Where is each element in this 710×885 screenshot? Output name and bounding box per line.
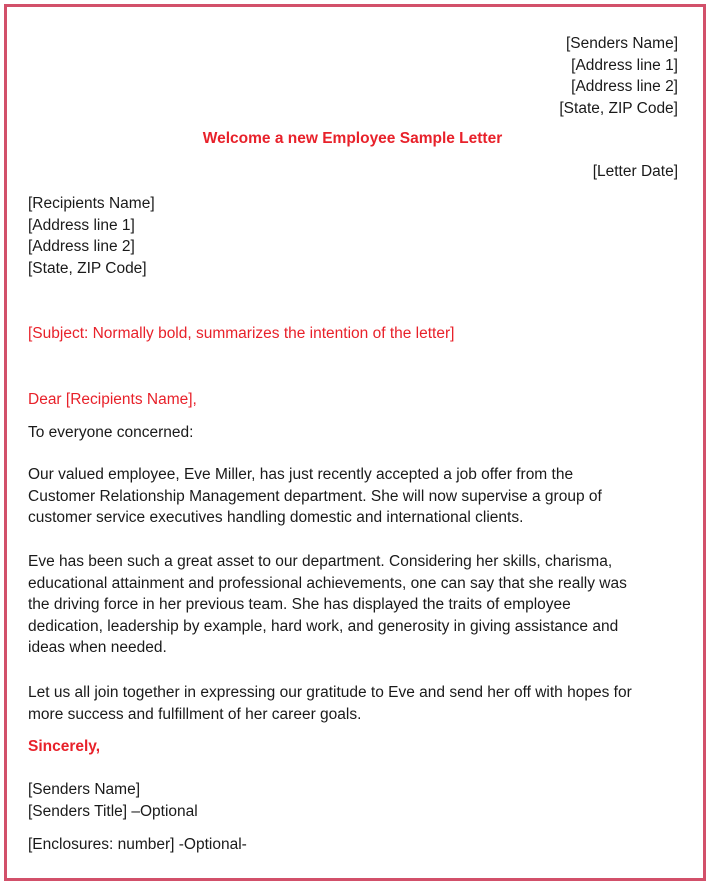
paragraph-line: Customer Relationship Management department. She will now supervise a group of bbox=[28, 487, 602, 505]
sender-state-zip: [State, ZIP Code] bbox=[559, 99, 678, 117]
sender-name: [Senders Name] bbox=[566, 35, 678, 52]
letter-date: [Letter Date] bbox=[592, 163, 678, 180]
subject-line: [Subject: Normally bold, summarizes the intention of the letter] bbox=[28, 325, 455, 342]
body-paragraph-2 bbox=[28, 551, 688, 659]
sender-address-block bbox=[559, 33, 678, 119]
body-paragraph-3 bbox=[28, 682, 688, 725]
paragraph-line: educational attainment and professional achievements, one can say that she really was bbox=[28, 574, 627, 592]
paragraph-line: Eve has been such a great asset to our department. Considering her skills, charisma, bbox=[28, 553, 613, 570]
body-paragraph-1 bbox=[28, 464, 688, 529]
letter-title: Welcome a new Employee Sample Letter bbox=[202, 130, 503, 147]
closing: Sincerely, bbox=[28, 738, 101, 755]
paragraph-line: the driving force in her previous team. She has displayed the traits of employee bbox=[28, 596, 571, 613]
greeting-line: To everyone concerned: bbox=[28, 424, 194, 441]
paragraph-line: customer service executives handling domestic and international clients. bbox=[28, 509, 524, 526]
recipient-address-block bbox=[28, 193, 155, 279]
recipient-address-line-2: [Address line 2] bbox=[28, 238, 135, 255]
sender-address-line-2: [Address line 2] bbox=[571, 78, 678, 95]
salutation: Dear [Recipients Name], bbox=[28, 391, 197, 408]
recipient-state-zip: [State, ZIP Code] bbox=[28, 259, 147, 277]
paragraph-line: dedication, leadership by example, hard work, and generosity in giving assistance and bbox=[28, 617, 619, 635]
paragraph-line: more success and fulfillment of her career goals. bbox=[28, 705, 362, 723]
signature-title: [Senders Title] –Optional bbox=[28, 802, 198, 820]
sender-address-line-1: [Address line 1] bbox=[571, 56, 678, 74]
recipient-address-line-1: [Address line 1] bbox=[28, 216, 135, 234]
paragraph-line: ideas when needed. bbox=[28, 639, 167, 656]
paragraph-line: Our valued employee, Eve Miller, has just recently accepted a job offer from the bbox=[28, 466, 574, 483]
paragraph-line: Let us all join together in expressing our gratitude to Eve and send her off with hopes for bbox=[28, 684, 632, 701]
recipient-name: [Recipients Name] bbox=[28, 195, 155, 212]
enclosures-line: [Enclosures: number] -Optional- bbox=[28, 836, 247, 853]
signature-name: [Senders Name] bbox=[28, 781, 140, 798]
signature-block bbox=[28, 779, 198, 822]
